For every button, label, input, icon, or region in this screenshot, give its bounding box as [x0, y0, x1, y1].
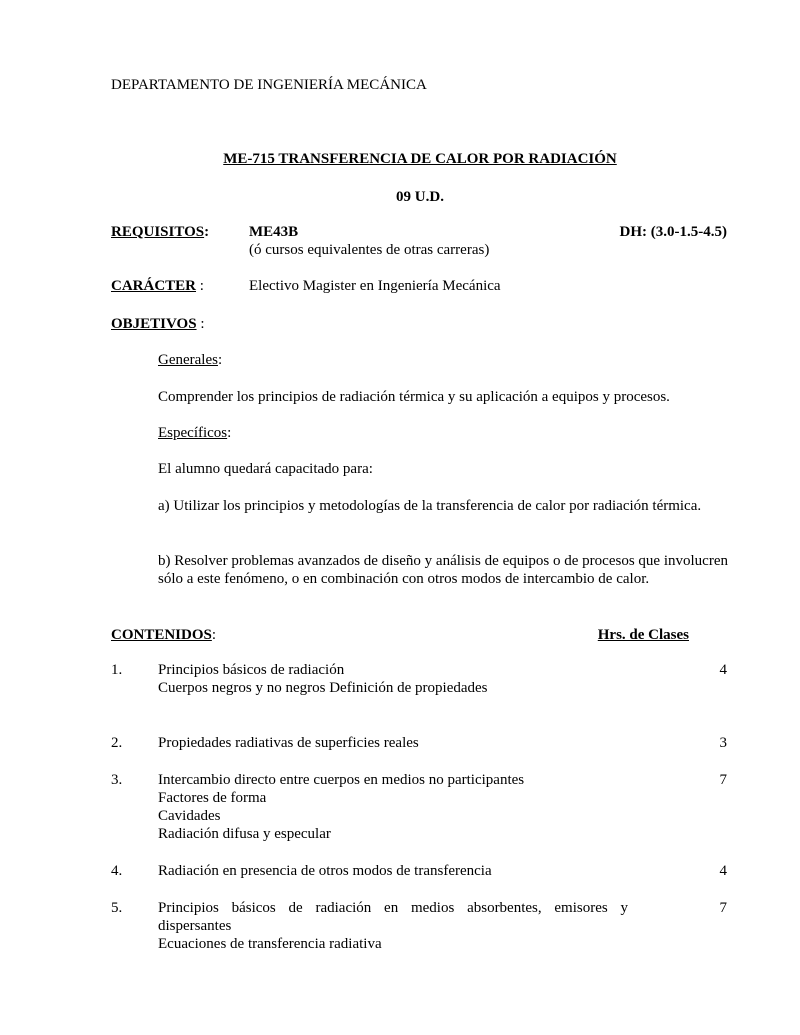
content-item-title: Radiación en presencia de otros modos de transferencia [158, 863, 492, 879]
course-title: ME-715 TRANSFERENCIA DE CALOR POR RADIACIÓN [223, 151, 617, 167]
caracter-label: CARÁCTER [111, 278, 197, 294]
objetivos-colon: : [196, 316, 205, 332]
course-units: 09 U.D. [396, 189, 444, 205]
content-item-subtopic: Cavidades [158, 808, 221, 824]
requisitos-dh: DH: (3.0-1.5-4.5) [619, 224, 727, 240]
content-item-title: Intercambio directo entre cuerpos en medios no participantes [158, 772, 525, 788]
department-heading: DEPARTAMENTO DE INGENIERÍA MECÁNICA [111, 77, 427, 93]
generales-label-row [158, 351, 222, 369]
especificos-label: Específicos [158, 425, 228, 441]
hours-header: Hrs. de Clases [597, 627, 689, 643]
caracter-colon: : [196, 278, 204, 294]
contenidos-label: CONTENIDOS [111, 627, 212, 643]
requisitos-label: REQUISITOS [111, 224, 205, 240]
generales-label: Generales [158, 352, 218, 368]
objective-item-a: a) Utilizar los principios y metodologías de la transferencia de calor por radiación térmica. [158, 498, 702, 514]
objetivos-label-row [111, 315, 204, 333]
content-item-subtopic: Ecuaciones de transferencia radiativa [158, 936, 382, 952]
content-item-hours: 3 [719, 735, 727, 751]
content-item-title: Principios básicos de radiación en medios absorbentes, emisores y dispersantes [158, 900, 628, 934]
contenidos-label-row [111, 626, 216, 644]
objective-item-b: b) Resolver problemas avanzados de diseño y análisis de equipos o de procesos que involucren sólo a este fenómeno, o en combinación con otros modos de intercambio de calor. [158, 553, 728, 587]
caracter-value: Electivo Magister en Ingeniería Mecánica [249, 278, 501, 294]
objetivos-label: OBJETIVOS [111, 316, 197, 332]
content-item-number: 5. [111, 900, 123, 916]
content-item-subtopic: Radiación difusa y especular [158, 826, 331, 842]
content-item-number: 4. [111, 863, 123, 879]
requisitos-note: (ó cursos equivalentes de otras carreras) [249, 242, 490, 258]
especificos-colon: : [227, 425, 232, 441]
especificos-intro: El alumno quedará capacitado para: [158, 461, 373, 477]
requisitos-label-row [111, 223, 209, 241]
content-item-hours: 7 [719, 772, 727, 788]
content-item-subtopic: Cuerpos negros y no negros Definición de propiedades [158, 680, 488, 696]
requisitos-colon: : [204, 224, 210, 240]
content-item-hours: 4 [719, 863, 727, 879]
generales-colon: : [217, 352, 223, 368]
especificos-label-row [158, 424, 231, 442]
content-item-number: 2. [111, 735, 123, 751]
content-item-title: Propiedades radiativas de superficies reales [158, 735, 419, 751]
contenidos-colon: : [211, 627, 217, 643]
content-item-title: Principios básicos de radiación [158, 662, 345, 678]
content-item-number: 3. [111, 772, 123, 788]
generales-text: Comprender los principios de radiación térmica y su aplicación a equipos y procesos. [158, 389, 670, 405]
content-item-number: 1. [111, 662, 123, 678]
requisitos-code: ME43B [249, 224, 299, 240]
caracter-label-row [111, 277, 204, 295]
content-item-hours: 7 [719, 900, 727, 916]
content-item-subtopic: Factores de forma [158, 790, 267, 806]
content-item-hours: 4 [719, 662, 727, 678]
